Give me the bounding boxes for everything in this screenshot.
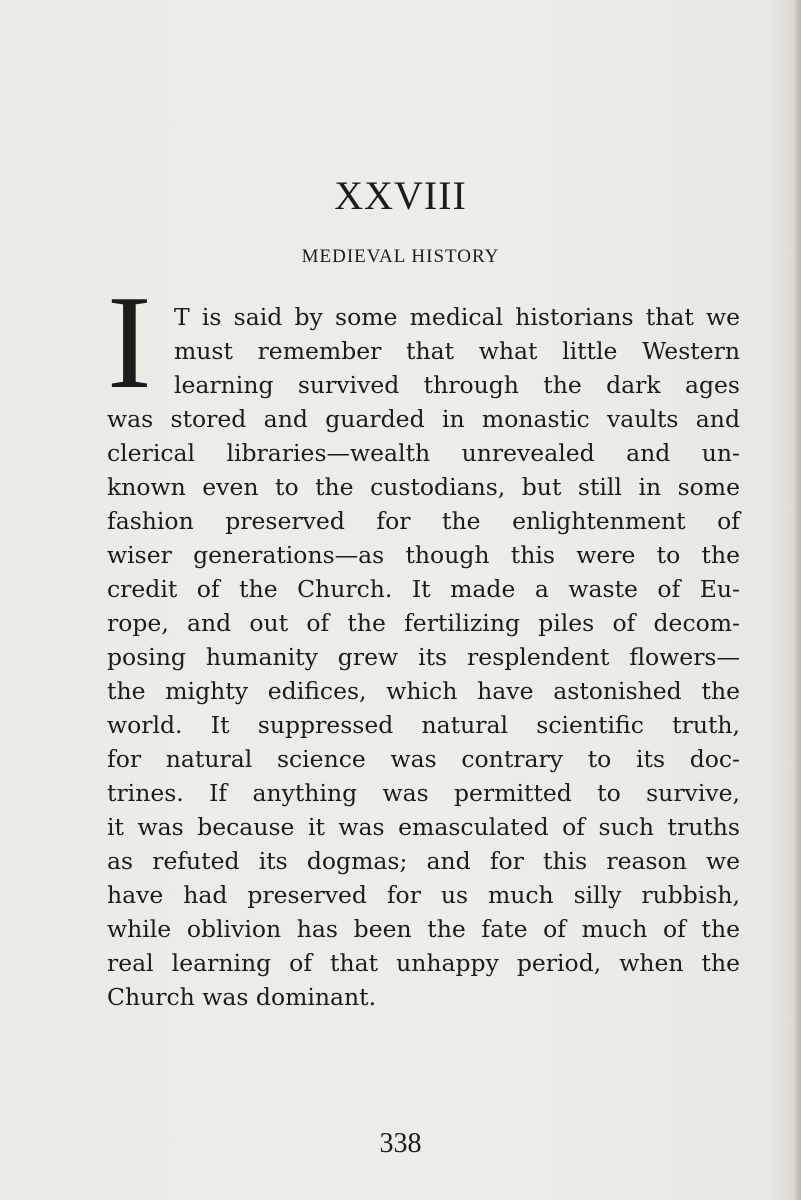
text-line: the mighty edifices, which have astonished the bbox=[107, 677, 740, 705]
text-line: have had preserved for us much silly rubbish, bbox=[107, 881, 740, 909]
chapter-title: MEDIEVAL HISTORY bbox=[301, 246, 500, 267]
text-line: known even to the custodians, but still in some bbox=[107, 473, 740, 501]
text-line: it was because it was emasculated of such truths bbox=[107, 813, 740, 841]
text-line: fashion preserved for the enlightenment of bbox=[107, 507, 740, 535]
text-line: as refuted its dogmas; and for this reason we bbox=[107, 847, 740, 875]
chapter-number: XXVIII bbox=[334, 173, 467, 218]
text-line: T is said by some medical historians that we bbox=[174, 303, 740, 331]
text-line: clerical libraries—wealth unrevealed and un- bbox=[107, 439, 740, 467]
page-number: 338 bbox=[379, 1128, 422, 1159]
text-line: credit of the Church. It made a waste of Eu- bbox=[107, 575, 740, 603]
text-line: learning survived through the dark ages bbox=[174, 371, 740, 399]
text-line: trines. If anything was permitted to survive, bbox=[107, 779, 740, 807]
text-line: real learning of that unhappy period, when the bbox=[107, 949, 740, 977]
text-line: while oblivion has been the fate of much of the bbox=[107, 915, 740, 943]
text-line: was stored and guarded in monastic vaults and bbox=[107, 405, 740, 433]
text-line: for natural science was contrary to its doc- bbox=[107, 745, 740, 773]
text-line: must remember that what little Western bbox=[174, 337, 740, 365]
text-line-last: Church was dominant. bbox=[107, 983, 377, 1011]
text-line: rope, and out of the fertilizing piles of decom- bbox=[107, 609, 740, 637]
text-line: wiser generations—as though this were to the bbox=[107, 541, 740, 569]
drop-cap: I bbox=[107, 268, 152, 416]
text-line: posing humanity grew its resplendent flowers— bbox=[107, 643, 740, 671]
text-line: world. It suppressed natural scientific truth, bbox=[107, 711, 740, 739]
